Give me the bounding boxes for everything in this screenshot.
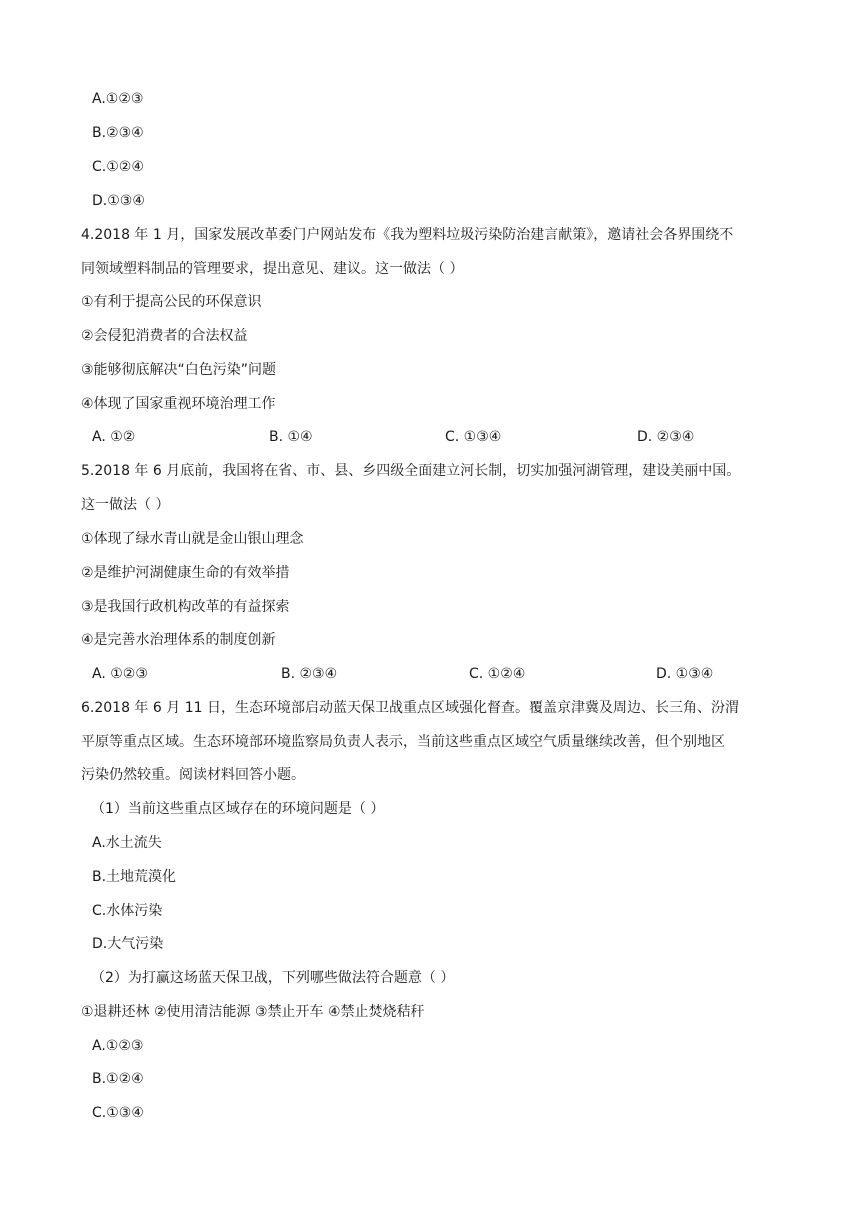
q4-statement-4: ④体现了国家重视环境治理工作 [81, 396, 276, 412]
q4-option-d: D. ②③④ [637, 429, 695, 445]
q6-sub1-option-a: A.水土流失 [92, 835, 162, 851]
q5-statement-4: ④是完善水治理体系的制度创新 [81, 632, 276, 648]
q4-stem-line1: 4.2018 年 1 月，国家发展改革委门户网站发布《我为塑料垃圾污染防治建言献策》，邀请社会各界围绕不 [81, 227, 734, 243]
q3-option-b: B.②③④ [92, 125, 144, 141]
q5-statement-1: ①体现了绿水青山就是金山银山理念 [81, 531, 304, 547]
q6-stem-line3: 污染仍然较重。阅读材料回答小题。 [81, 767, 305, 783]
q5-option-d: D. ①③④ [656, 666, 714, 682]
q5-option-a: A. ①②③ [92, 666, 148, 682]
q4-option-c: C. ①③④ [445, 429, 502, 445]
q3-option-a: A.①②③ [92, 91, 144, 107]
q5-stem-line1: 5.2018 年 6 月底前，我国将在省、市、县、乡四级全面建立河长制，切实加强河湖管理，建设美丽中国。 [81, 463, 741, 479]
q6-sub1-option-b: B.土地荒漠化 [92, 869, 177, 885]
q6-sub2-option-a: A.①②③ [92, 1038, 144, 1054]
q6-stem-line1: 6.2018 年 6 月 11 日，生态环境部启动蓝天保卫战重点区域强化督查。覆盖京津冀及周边、长三角、汾渭 [81, 700, 739, 716]
q4-statement-2: ②会侵犯消费者的合法权益 [81, 328, 248, 344]
q6-sub2-option-c: C.①③④ [92, 1105, 144, 1121]
q6-stem-line2: 平原等重点区域。生态环境部环境监察局负责人表示，当前这些重点区域空气质量继续改善，但个别地区 [81, 734, 725, 750]
q5-statement-3: ③是我国行政机构改革的有益探索 [81, 599, 290, 615]
q3-option-c: C.①②④ [92, 159, 144, 175]
q6-sub1-option-c: C.水体污染 [92, 903, 163, 919]
q4-option-b: B. ①④ [269, 429, 313, 445]
q4-stem-line2: 同领域塑料制品的管理要求，提出意见、建议。这一做法（ ） [81, 261, 464, 277]
q6-sub2-statements: ①退耕还林 ②使用清洁能源 ③禁止开车 ④禁止焚烧秸秆 [81, 1004, 425, 1020]
q3-option-d: D.①③④ [92, 193, 145, 209]
q5-option-c: C. ①②④ [469, 666, 526, 682]
q6-sub2-question: （2）为打赢这场蓝天保卫战，下列哪些做法符合题意（ ） [91, 970, 455, 986]
q5-option-b: B. ②③④ [281, 666, 338, 682]
q5-stem-line2: 这一做法（ ） [81, 497, 170, 513]
q4-statement-1: ①有利于提高公民的环保意识 [81, 294, 262, 310]
q4-option-a: A. ①② [92, 429, 136, 445]
q6-sub1-option-d: D.大气污染 [92, 936, 164, 952]
q4-statement-3: ③能够彻底解决“白色污染”问题 [81, 362, 277, 378]
q6-sub2-option-b: B.①②④ [92, 1071, 144, 1087]
q6-sub1-question: （1）当前这些重点区域存在的环境问题是（ ） [91, 801, 385, 817]
q5-statement-2: ②是维护河湖健康生命的有效举措 [81, 565, 290, 581]
q4-options-row [92, 427, 792, 447]
q5-options-row [92, 664, 792, 684]
